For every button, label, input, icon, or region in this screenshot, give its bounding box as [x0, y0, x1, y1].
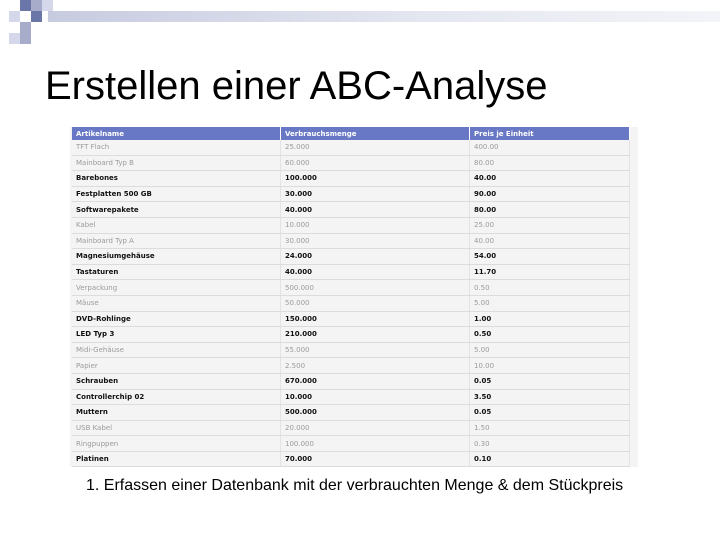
deco-square: [31, 0, 42, 11]
cell-unit-price: 40.00: [470, 233, 630, 249]
deco-square: [20, 22, 31, 33]
cell-consumption: 55.000: [281, 342, 470, 358]
cell-consumption: 70.000: [281, 451, 470, 467]
cell-unit-price: 40.00: [470, 171, 630, 187]
deco-square: [20, 33, 31, 44]
cell-consumption: 100.000: [281, 171, 470, 187]
table-row: [72, 311, 630, 327]
cell-unit-price: 5.00: [470, 342, 630, 358]
cell-consumption: 24.000: [281, 249, 470, 265]
cell-unit-price: 0.50: [470, 327, 630, 343]
cell-consumption: 10.000: [281, 217, 470, 233]
cell-unit-price: 80.00: [470, 155, 630, 171]
table-row: [72, 155, 630, 171]
cell-consumption: 30.000: [281, 233, 470, 249]
deco-square: [9, 33, 20, 44]
cell-item-name: USB Kabel: [72, 420, 281, 436]
table-body: [72, 140, 630, 467]
cell-unit-price: 3.50: [470, 389, 630, 405]
cell-item-name: Mäuse: [72, 295, 281, 311]
cell-consumption: 50.000: [281, 295, 470, 311]
cell-consumption: 500.000: [281, 405, 470, 421]
table-row: [72, 264, 630, 280]
cell-item-name: Schrauben: [72, 373, 281, 389]
column-header-unit-price: Preis je Einheit: [470, 127, 630, 140]
table-row: [72, 140, 630, 155]
table-row: [72, 451, 630, 467]
cell-item-name: Papier: [72, 358, 281, 374]
cell-item-name: Mainboard Typ B: [72, 155, 281, 171]
cell-item-name: Magnesiumgehäuse: [72, 249, 281, 265]
cell-item-name: LED Typ 3: [72, 327, 281, 343]
cell-unit-price: 0.10: [470, 451, 630, 467]
table-row: [72, 171, 630, 187]
cell-item-name: Midi-Gehäuse: [72, 342, 281, 358]
header-gradient-bar: [48, 11, 720, 22]
cell-unit-price: 90.00: [470, 186, 630, 202]
cell-unit-price: 25.00: [470, 217, 630, 233]
slide-title: Erstellen einer ABC-Analyse: [45, 64, 548, 108]
table-row: [72, 280, 630, 296]
cell-unit-price: 400.00: [470, 140, 630, 155]
cell-consumption: 100.000: [281, 436, 470, 452]
table-row: [72, 342, 630, 358]
cell-unit-price: 0.05: [470, 373, 630, 389]
cell-item-name: Softwarepakete: [72, 202, 281, 218]
cell-item-name: Tastaturen: [72, 264, 281, 280]
cell-consumption: 10.000: [281, 389, 470, 405]
cell-item-name: Verpackung: [72, 280, 281, 296]
table-header-row: [72, 127, 630, 140]
cell-unit-price: 10.00: [470, 358, 630, 374]
cell-unit-price: 80.00: [470, 202, 630, 218]
column-header-item-name: Artikelname: [72, 127, 281, 140]
cell-consumption: 2.500: [281, 358, 470, 374]
cell-unit-price: 11.70: [470, 264, 630, 280]
table-row: [72, 389, 630, 405]
cell-consumption: 40.000: [281, 202, 470, 218]
cell-consumption: 20.000: [281, 420, 470, 436]
cell-item-name: Controllerchip 02: [72, 389, 281, 405]
cell-consumption: 670.000: [281, 373, 470, 389]
cell-unit-price: 1.00: [470, 311, 630, 327]
table-row: [72, 217, 630, 233]
cell-item-name: Kabel: [72, 217, 281, 233]
cell-unit-price: 0.30: [470, 436, 630, 452]
deco-square: [31, 11, 42, 22]
cell-consumption: 210.000: [281, 327, 470, 343]
table-row: [72, 295, 630, 311]
table-row: [72, 405, 630, 421]
cell-unit-price: 54.00: [470, 249, 630, 265]
cell-item-name: TFT Flach: [72, 140, 281, 155]
table-row: [72, 202, 630, 218]
cell-item-name: Mainboard Typ A: [72, 233, 281, 249]
table-row: [72, 186, 630, 202]
data-table-image: [70, 127, 638, 467]
table-row: [72, 436, 630, 452]
cell-item-name: Barebones: [72, 171, 281, 187]
cell-item-name: DVD-Rohlinge: [72, 311, 281, 327]
cell-unit-price: 0.50: [470, 280, 630, 296]
data-table: [72, 127, 630, 467]
slide-caption: 1. Erfassen einer Datenbank mit der verbrauchten Menge & dem Stückpreis: [86, 477, 624, 494]
table-row: [72, 327, 630, 343]
table-row: [72, 358, 630, 374]
table-row: [72, 233, 630, 249]
column-header-consumption: Verbrauchsmenge: [281, 127, 470, 140]
cell-consumption: 60.000: [281, 155, 470, 171]
deco-square: [20, 0, 31, 11]
cell-unit-price: 5.00: [470, 295, 630, 311]
table-row: [72, 249, 630, 265]
cell-item-name: Ringpuppen: [72, 436, 281, 452]
cell-item-name: Platinen: [72, 451, 281, 467]
cell-unit-price: 0.05: [470, 405, 630, 421]
cell-item-name: Festplatten 500 GB: [72, 186, 281, 202]
cell-consumption: 30.000: [281, 186, 470, 202]
cell-consumption: 25.000: [281, 140, 470, 155]
table-row: [72, 420, 630, 436]
cell-consumption: 40.000: [281, 264, 470, 280]
deco-square: [9, 11, 20, 22]
cell-consumption: 500.000: [281, 280, 470, 296]
deco-square: [42, 0, 53, 11]
cell-item-name: Muttern: [72, 405, 281, 421]
cell-consumption: 150.000: [281, 311, 470, 327]
cell-unit-price: 1.50: [470, 420, 630, 436]
table-row: [72, 373, 630, 389]
